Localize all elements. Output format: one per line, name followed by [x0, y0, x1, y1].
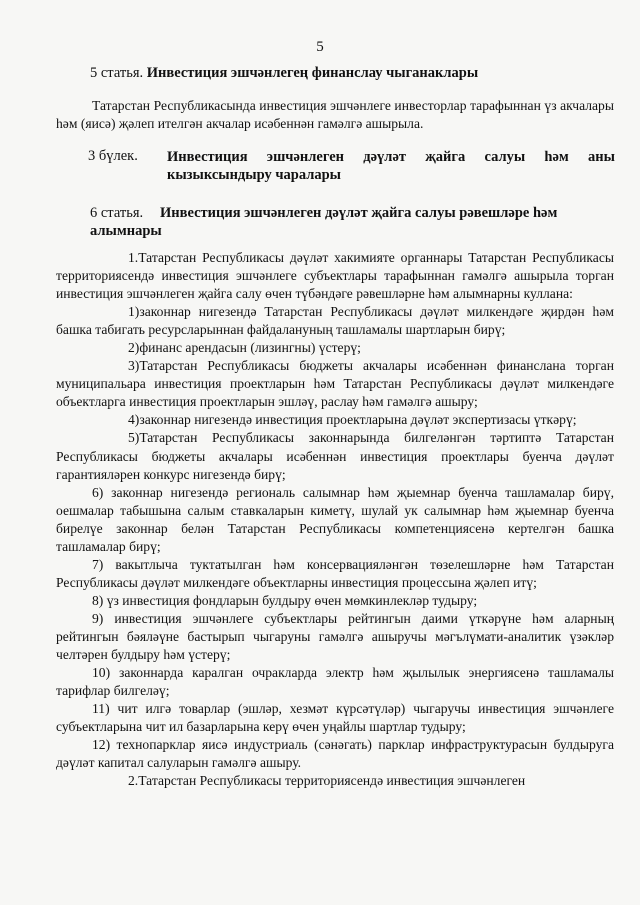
- list-item: [56, 700, 614, 736]
- item-text: финанс арендасын (лизингны) үстерү;: [139, 340, 361, 356]
- item-text: 8) үз инвестиция фондларын булдыру өчен мөмкинлекләр тудыру;: [92, 592, 478, 608]
- list-item: [56, 664, 614, 700]
- item-text: Татарстан Республикасы законнарында билгеләнгән тәртиптә Татарстан Республикасы бюджеты акчалары исәбеннән инвестиция проектлары буенча дәүләт гарантияләрен конкурс нигезендә бирү;: [56, 430, 614, 482]
- article-6-label: 6 статья.: [90, 205, 144, 221]
- item-number: 1.: [128, 250, 139, 265]
- item-text: Татарстан Республикасы дәүләт хакимияте органнары Татарстан Республикасы территориясендә инвестиция эшчәнлеге субъектлары тарафыннан гамәлгә ашырыла торган инвестиция эшчәнлеген җайга салу өчен түбәндәге рәвешләрне һәм алымнарны куллана:: [56, 250, 614, 302]
- list-item: [56, 772, 614, 790]
- list-item: [56, 249, 614, 303]
- list-item: [56, 484, 614, 556]
- list-item: [56, 429, 614, 483]
- item-text: 12) технопарклар яисә индустриаль (сәнәгать) парклар инфраструктурасын булдыруга дәүләт капитал салуларын гамәлгә ашыру.: [56, 737, 614, 771]
- list-item: [56, 736, 614, 772]
- item-number: 5): [128, 430, 140, 446]
- item-text: законнар нигезендә Татарстан Республикасы дәүләт милкендәге җирдән һәм башка табигать ресурсларыннан файдалануның ташламалы шартларын бирү;: [56, 304, 614, 338]
- item-number: 1): [128, 304, 140, 320]
- article-5-title: Инвестиция эшчәнлегең финанслау чыганаклары: [146, 65, 479, 81]
- article-6-heading: [90, 204, 614, 240]
- list-item: [56, 610, 614, 664]
- list-item: [56, 411, 614, 429]
- article-5-paragraph: Татарстан Республикасында инвестиция эшчәнлеге инвесторлар тарафыннан үз акчалары һәм (яисә) җәлеп ителгән акчалар исәбеннән гамәлгә ашырыла.: [56, 98, 614, 131]
- item-text: Татарстан Республикасы территориясендә инвестиция эшчәнлеген: [138, 773, 526, 789]
- item-text: 7) вакытлыча туктатылган һәм консервацияләнгән төзелешләрне һәм Татарстан Республикасы дәүләт милкендәге объектларны инвестиция процессына җәлеп итү;: [56, 556, 614, 590]
- article-5-heading: [90, 64, 478, 82]
- list-item: [56, 357, 614, 411]
- list-item: [56, 592, 614, 610]
- list-item: [56, 556, 614, 592]
- article-5-text: [56, 97, 614, 133]
- chapter-3-title: Инвестиция эшчәнлеген дәүләт җайга салуы һәм аны кызыксындыру чаралары: [167, 149, 615, 183]
- item-number: 2): [128, 340, 140, 356]
- item-text: 6) законнар нигезендә региональ салымнар һәм җыемнар буенча ташламалар бирү, оешмалар табышына салым ставкаларын киметү, шулай ук салымнар һәм җыемнар буенча бирелүе законнар белән Татарстан Республикасы компетенциясенә кертелгән башка ташламалар бирү;: [56, 484, 614, 554]
- article-6-body: [56, 249, 614, 790]
- item-text: 9) инвестиция эшчәнлеге субъектлары рейтингын даими үткәрүне һәм аларның рейтингын бәяләүне бастырып чыгаруны гамәлгә ашыручы мәгълүмати-аналитик үзәкләр челтәрен булдыру һәм үстерү;: [56, 610, 614, 663]
- article-5-label: 5 статья.: [90, 65, 144, 81]
- chapter-3-label: 3 бүлек.: [88, 148, 138, 164]
- item-text: 10) законнарда каралган очракларда электр һәм җылылык энергиясенә ташламалы тарифлар билгеләү;: [56, 665, 614, 699]
- item-number: 3): [128, 358, 140, 374]
- item-text: 11) чит илгә товарлар (эшләр, хезмәт күрсәтүләр) чыгаручы инвестиция эшчәнлеге субъектларына чит ил базарларына керү өчен уңайлы шартлар тудыру;: [56, 701, 614, 735]
- item-text: законнар нигезендә инвестиция проектларына дәүләт экспертизасы үткәрү;: [139, 412, 577, 428]
- item-text: Татарстан Республикасы бюджеты акчалары исәбеннән финанслана торган муниципальара инвестиция проектларын һәм Татарстан Республикасы дәүләт милкендәге объектларга инвестиция проектларын эшләү, раслау һәм гамәлгә ашыру;: [56, 358, 614, 410]
- list-item: [56, 339, 614, 357]
- list-item: [56, 303, 614, 339]
- article-6-title: Инвестиция эшчәнлеген дәүләт җайга салуы рәвешләре һәм алымнары: [90, 205, 558, 239]
- item-number: 4): [128, 412, 140, 428]
- page-number: 5: [316, 39, 324, 55]
- item-number: 2.: [128, 773, 139, 789]
